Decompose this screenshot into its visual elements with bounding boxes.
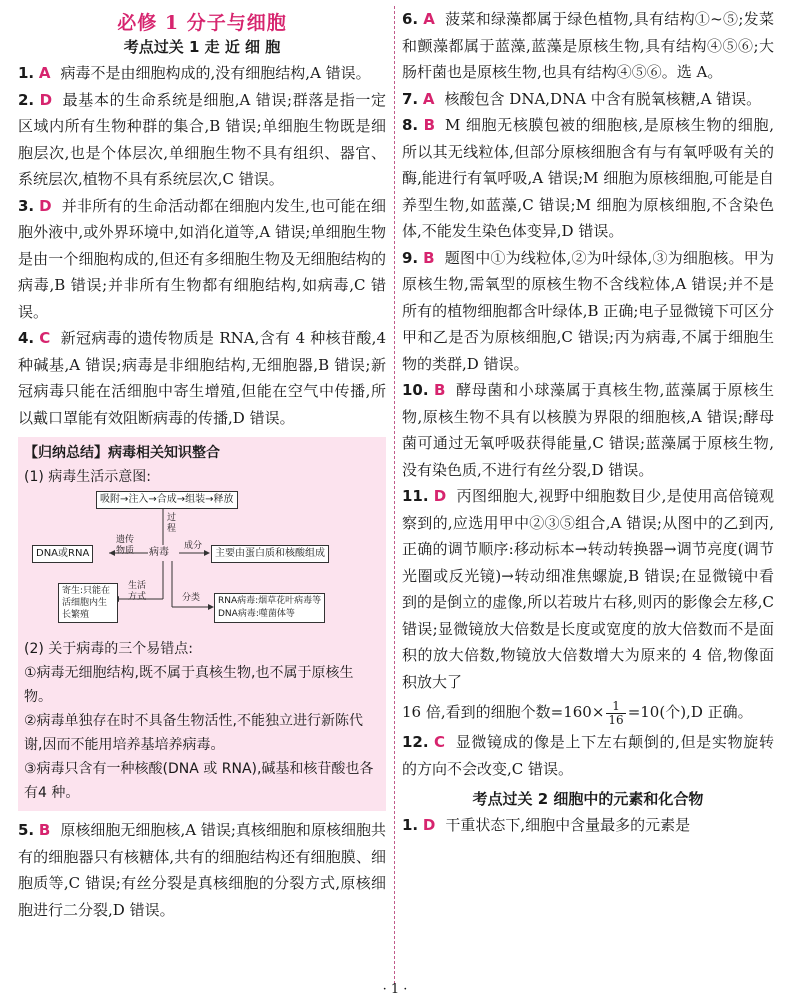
summary-title: 【归纳总结】病毒相关知识整合 — [24, 445, 220, 461]
rna-virus-text: RNA病毒:烟草花叶病毒等 — [218, 596, 322, 606]
answer-letter: D — [39, 90, 53, 109]
answer-item-right-2: 8. B M 细胞无核膜包被的细胞核,是原核生物的细胞,所以其无线粒体,但部分原核细胞含有与有氧呼吸有关的酶,能进行有氧呼吸,A 错误;M 细胞为原核细胞,可能是自养型生物,如蓝藻,C 错误;M 细胞为原核细胞,不含染色体,不能发生染色体变异,D 错误。 — [402, 116, 774, 240]
answer-item-right-4: 10. B 酵母菌和小球藻属于真核生物,蓝藻属于原核生物,原核生物不具有以核膜为界限的细胞核,A 错误;酵母菌可通过无氧呼吸获得能量,C 错误;蓝藻属于原核生物,没有染色质,不进行有丝分裂,D 错误。 — [402, 381, 774, 479]
life-label: 生活方式 — [128, 581, 147, 602]
composition-box: 主要由蛋白质和核酸组成 — [211, 545, 329, 563]
summary-point-3: ③病毒只含有一种核酸(DNA 或 RNA),碱基和核苷酸也各有4 种。 — [24, 761, 374, 801]
genetic-label: 遗传物质 — [116, 535, 135, 556]
virus-center: 病毒 — [149, 547, 169, 558]
answer-list-left — [18, 60, 386, 431]
life-box: 寄生:只能在活细胞内生长繁殖 — [58, 583, 118, 623]
fraction: $\frac{1}{16}$ — [608, 698, 624, 727]
answer-letter: A — [422, 89, 435, 108]
answer-item-left-0: 1. A 病毒不是由细胞构成的,没有细胞结构,A 错误。 — [18, 64, 371, 82]
answer-item-right-3: 9. B 题图中①为线粒体,②为叶绿体,③为细胞核。甲为原核生物,需氧型的原核生物不含线粒体,A 错误;并不是所有的植物细胞都含叶绿体,B 正确;电子显微镜下可区分甲和乙是否为原核细胞,C 错误;丙为病毒,不属于细胞生物的类群,D 错误。 — [402, 248, 774, 373]
section-heading-2: 考点过关 2 细胞中的元素和化合物 — [472, 790, 704, 808]
answer-item-left-1: 2. D 最基本的生命系统是细胞,A 错误;群落是指一定区域内所有生物种群的集合,B 错误;单细胞生物既是细胞层次,也是个体层次,单细胞生物不具有组织、器官、系统层次,植物不具有系统层次,C 错误。 — [18, 90, 386, 188]
answer-letter: B — [38, 821, 51, 839]
page-title: 必修 1 分子与细胞 — [117, 12, 287, 34]
class-label: 分类 — [182, 593, 201, 603]
summary-point-2: ②病毒单独存在时不具备生物活性,不能独立进行新陈代谢,因而不能用培养基培养病毒。 — [24, 713, 363, 753]
answer-item-left-2: 3. D 并非所有的生命活动都在细胞内发生,也可能在细胞外液中,或外界环境中,如消化道等,A 错误;单细胞生物是由一个细胞构成的,但还有多细胞生物及无细胞结构的病毒,B 错误;并非所有生物都有细胞结构,如病毒,C 错误。 — [18, 196, 386, 321]
summary-point-1: ①病毒无细胞结构,既不属于真核生物,也不属于原核生物。 — [24, 665, 354, 705]
answer-item-right-1: 7. A 核酸包含 DNA,DNA 中含有脱氧核糖,A 错误。 — [402, 89, 762, 108]
answer-letter: B — [423, 248, 435, 267]
answer-letter: C — [39, 329, 51, 347]
page-number: · 1 · — [382, 982, 408, 997]
answer-item-left-3: 4. C 新冠病毒的遗传物质是 RNA,含有 4 种核苷酸,4 种碱基,A 错误;病毒是非细胞结构,无细胞器,B 错误;新冠病毒只能在活细胞中寄生增殖,但能在空气中传播,所以戴口罩能有效阻断病毒的传播,D 错误。 — [18, 329, 386, 427]
answer-item-s2-1: 1. D 干重状态下,细胞中含量最多的元素是 — [402, 816, 691, 834]
summary-subheading-1: (1) 病毒生活示意图: — [24, 469, 151, 485]
summary-subheading-2: (2) 关于病毒的三个易错点: — [24, 641, 193, 657]
answer-list-right — [402, 6, 774, 483]
answer-letter: D — [433, 487, 447, 505]
summary-box — [18, 437, 386, 811]
answer-item-11-cont: 16 倍,看到的细胞个数=160× $\frac{1}{16}$ =10(个),D 正确。 — [402, 698, 753, 727]
dna-rna-box: DNA或RNA — [32, 545, 93, 563]
left-column — [18, 0, 386, 923]
answer-item-5: 5. B 原核细胞无细胞核,A 错误;真核细胞和原核细胞共有的细胞器只有核糖体,共有的细胞结构还有细胞膜、细胞质等,C 错误;有丝分裂是真核细胞的分裂方式,原核细胞进行二分裂,D 错误。 — [18, 821, 386, 919]
answer-letter: B — [434, 381, 446, 399]
answer-letter: B — [423, 116, 436, 134]
composition-label: 成分 — [184, 541, 203, 551]
column-divider — [394, 6, 395, 984]
answer-letter: C — [434, 733, 446, 751]
virus-life-diagram — [24, 489, 380, 637]
answer-item-right-0: 6. A 菠菜和绿藻都属于绿色植物,具有结构①~⑤;发菜和颤藻都属于蓝藻,蓝藻是原核生物,具有结构④⑤⑥;大肠杆菌也是原核生物,也具有结构④⑤⑥。选 A。 — [402, 10, 774, 81]
answer-letter: A — [423, 10, 435, 28]
right-column — [402, 0, 774, 839]
answer-letter: A — [38, 64, 51, 82]
class-box — [214, 593, 325, 623]
process-label: 过程 — [167, 513, 177, 534]
answer-item-12: 12. C 显微镜成的像是上下左右颠倒的,但是实物旋转的方向不会改变,C 错误。 — [402, 733, 774, 778]
section-heading-1: 考点过关 1 走 近 细 胞 — [123, 38, 281, 56]
answer-letter: D — [422, 816, 436, 834]
dna-virus-text: DNA病毒:噬菌体等 — [218, 609, 295, 619]
answer-item-11: 11. D 丙图细胞大,视野中细胞数目少,是使用高倍镜观察到的,应选用甲中②③⑤组合,A 错误;从图中的乙到丙,正确的调节顺序:移动标本→转动转换器→调节亮度(调节光圈或反光镜)→转动细准焦螺旋,B 错误;在显微镜中看到的是倒立的虚像,所以若玻片右移,则丙的影像会左移,C 错误;显微镜放大倍数是长度或宽度的放大倍数而不是面积的放大倍数,物镜放大倍数增大为原来的 4 倍,物像面积放大了 — [402, 487, 774, 691]
answer-letter: D — [39, 196, 52, 215]
process-box: 吸附→注入→合成→组装→释放 — [96, 491, 238, 509]
